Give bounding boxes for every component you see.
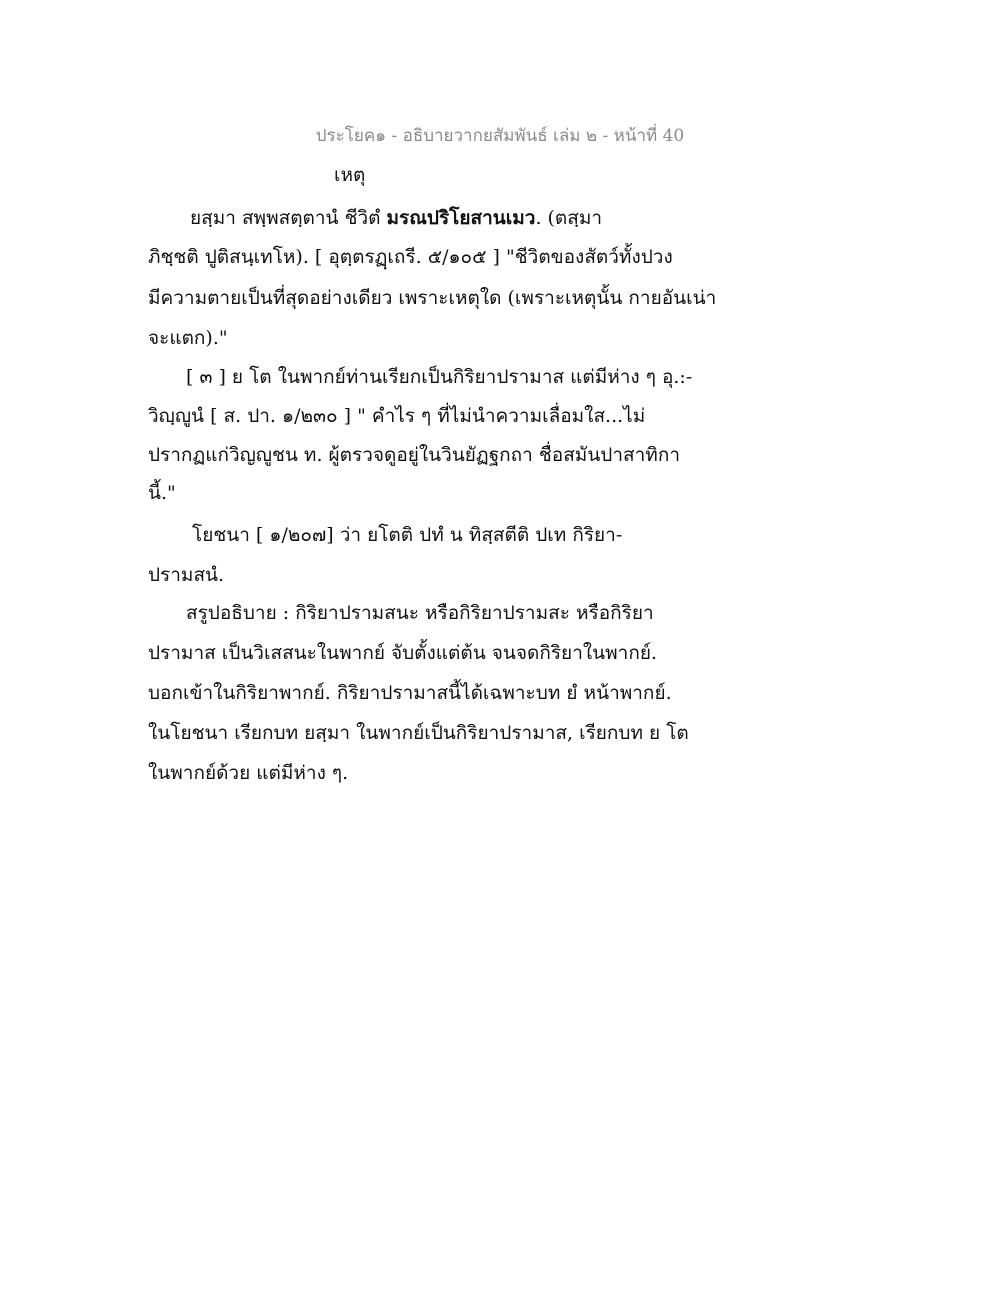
text-line: วิญฺญูนํ [ ส. ปา. ๑/๒๓๐ ] " คำไร ๆ ที่ไม่นำความเลื่อมใส...ไม่	[148, 405, 646, 427]
line-quote	[190, 203, 602, 233]
page-header: ประโยค๑ - อธิบายวากยสัมพันธ์ เล่ม ๒ - หน้าที่ 40	[315, 126, 685, 146]
line-quote-pre: ยสฺมา สพฺพสตฺตานํ ชีวิตํ	[190, 207, 387, 229]
text-line: ปรากฏแก่วิญญูชน ท. ผู้ตรวจดูอยู่ในวินยัฏฐกถา ชื่อสมันปาสาทิกา	[148, 444, 680, 466]
text-line: ภิชฺชติ ปูติสนฺเทโห). [ อุตฺตรฏฺเถรี. ๕/๑๐๕ ] "ชีวิตของสัตว์ทั้งปวง	[148, 246, 673, 268]
line-quote-post: . (ตสฺมา	[535, 207, 603, 229]
text-line: ปรามาส เป็นวิเสสนะในพากย์ จับตั้งแต่ต้น จนจดกิริยาในพากย์.	[148, 642, 657, 664]
text-line: ปรามสนํ.	[148, 564, 225, 586]
text-line: โยชนา [ ๑/๒๐๗] ว่า ยโตติ ปทํ น ทิสฺสตีติ ปเท กิริยา-	[192, 524, 623, 546]
line-quote-bold: มรณปริโยสานเมว	[386, 207, 536, 229]
text-line: นี้."	[148, 482, 176, 504]
text-line: บอกเข้าในกิริยาพากย์. กิริยาปรามาสนี้ได้เฉพาะบท ยํ หน้าพากย์.	[148, 682, 672, 704]
text-line: [ ๓ ] ย โต ในพากย์ท่านเรียกเป็นกิริยาปรามาส แต่มีห่าง ๆ อุ.:-	[186, 366, 693, 388]
text-line: ในโยชนา เรียกบท ยสฺมา ในพากย์เป็นกิริยาปรามาส, เรียกบท ย โต	[148, 722, 689, 744]
text-line: มีความตายเป็นที่สุดอย่างเดียว เพราะเหตุใด (เพราะเหตุนั้น กายอันเน่า	[148, 287, 717, 309]
text-line: ในพากย์ด้วย แต่มีห่าง ๆ.	[148, 762, 349, 784]
line-heading: เหตุ	[334, 164, 366, 186]
text-line: จะแตก)."	[148, 327, 228, 349]
text-line: สรูปอธิบาย : กิริยาปรามสนะ หรือกิริยาปรามสะ หรือกิริยา	[186, 602, 654, 624]
